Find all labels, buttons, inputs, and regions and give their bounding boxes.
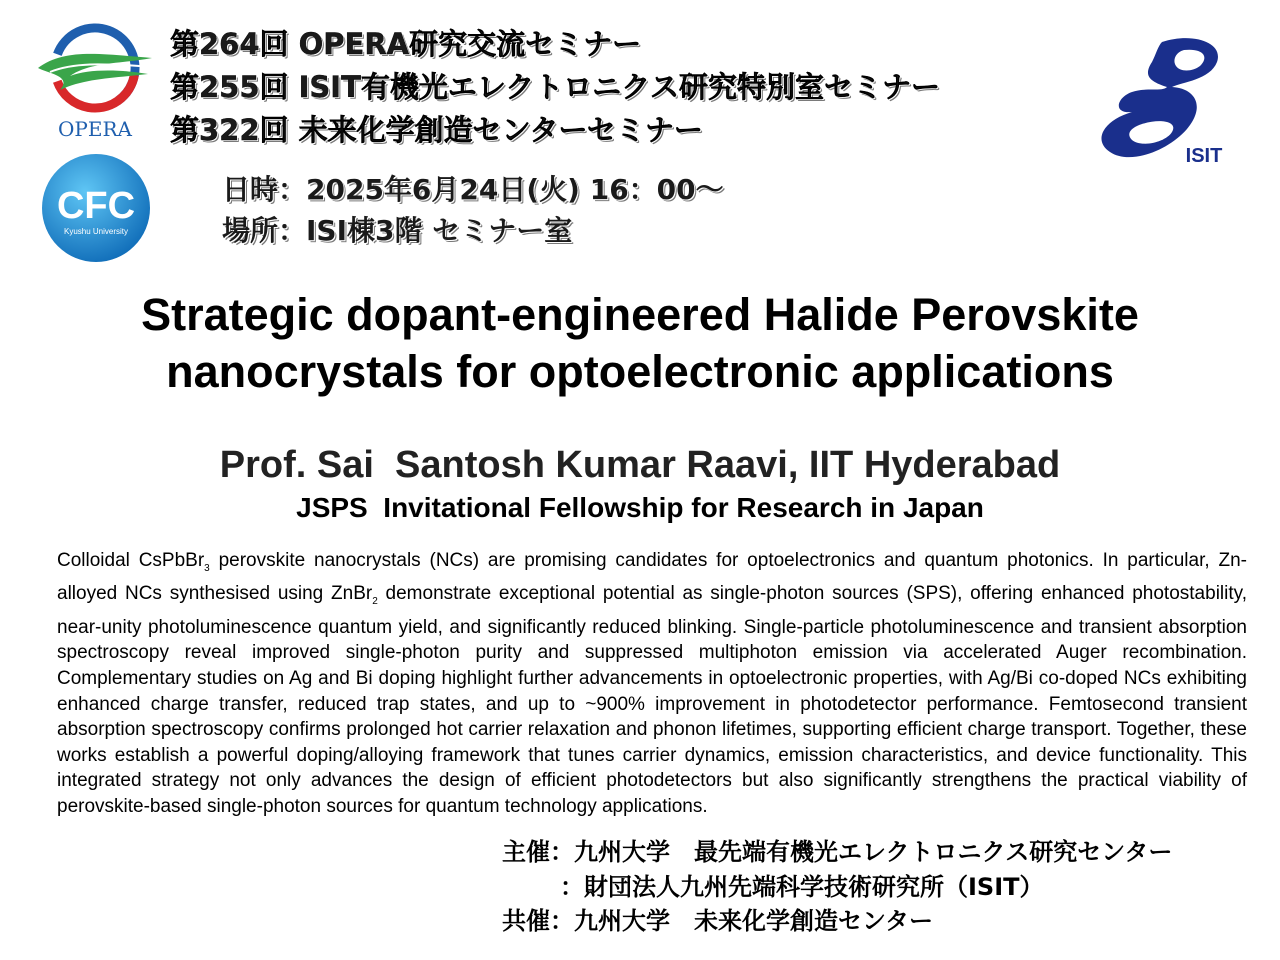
organizer-cohost: 共催：九州大学 未来化学創造センター (502, 907, 934, 935)
abstract-part-1: Colloidal CsPbBr (57, 550, 205, 571)
organizer-host-2: ：財団法人九州先端科学技術研究所（ISIT） (560, 873, 1044, 901)
talk-title-line-2: nanocrystals for optoelectronic applications (166, 346, 1114, 397)
abstract-text (57, 548, 1247, 820)
isit-logo (1092, 32, 1234, 172)
opera-logo-text: OPERA (58, 117, 132, 141)
abstract-part-2: perovskite nanocrystals (NCs) are promising candidates for optoelectronics and quantum photonics. In particular, Zn-alloyed NCs synthesised using ZnBr (57, 550, 1247, 605)
cfc-logo (40, 152, 152, 264)
cfc-logo-text: CFC (56, 185, 136, 227)
seminar-title-cfc: 第322回 未来化学創造センターセミナー (170, 113, 703, 147)
talk-title-line-1: Strategic dopant-engineered Halide Perovskite (141, 289, 1139, 340)
isit-logo-text: ISIT (1185, 145, 1223, 167)
talk-title (40, 286, 1240, 400)
speaker-name: Prof. Sai Santosh Kumar Raavi, IIT Hyderabad (219, 444, 1061, 486)
abstract-part-3: demonstrate exceptional potential as single-photon sources (SPS), offering enhanced photostability, near-unity photoluminescence quantum yield, and significantly reduced blinking. Single-particle photoluminescence and transient absorption spectroscopy reveal improved single-photon purity and suppressed multiphoton emission via accelerated Auger recombination. Complementary studies on Ag and Bi doping highlight further advancements in optoelectronic properties, with Ag/Bi co-doped NCs exhibiting enhanced charge transfer, reduced trap states, and up to ~900% improvement in photodetector performance. Femtosecond transient absorption spectroscopy confirms prolonged hot carrier relaxation and phonon lifetimes, supporting efficient charge transport. Together, these works establish a powerful doping/alloying framework that tunes carrier dynamics, emission characteristics, and device functionality. This integrated strategy not only advances the design of efficient photodetectors but also significantly strengthens the practical viability of perovskite-based single-photon sources for quantum technology applications. (57, 583, 1248, 817)
seminar-title-opera: 第264回 OPERA研究交流セミナー (170, 27, 642, 61)
organizer-host-1: 主催：九州大学 最先端有機光エレクトロニクス研究センター (502, 838, 1173, 866)
cfc-logo-subtext: Kyushu University (63, 227, 129, 236)
event-date: 日時：2025年6月24日(火) 16：00～ (222, 173, 724, 206)
opera-logo (30, 18, 160, 144)
event-place: 場所：ISI棟3階 セミナー室 (222, 214, 573, 247)
seminar-title-isit: 第255回 ISIT有機光エレクトロニクス研究特別室セミナー (170, 70, 941, 104)
fellowship-line: JSPS Invitational Fellowship for Research in Japan (296, 492, 984, 523)
abstract-subscript-2: 2 (372, 596, 378, 608)
abstract-subscript-1: 3 (204, 562, 210, 574)
